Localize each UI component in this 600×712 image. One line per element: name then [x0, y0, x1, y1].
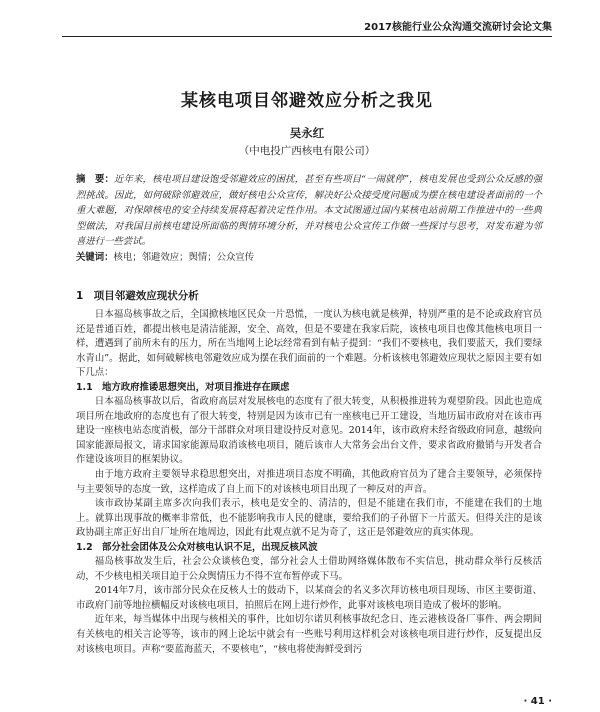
- author-affiliation: （中电投广西核电有限公司）: [238, 145, 376, 157]
- section-body: [76, 308, 542, 657]
- paragraph: 福岛核事故发生后，社会公众谈核色变，部分社会人士借助网络媒体散布不实信息，挑动群众举行反核活动，不少核电相关项目迫于公众舆情压力不得不宣布暂停或下马。: [76, 556, 542, 582]
- section-heading: 1 项目邻避效应现状分析: [76, 290, 199, 302]
- article-title: 某核电项目邻避效应分析之我见: [181, 91, 433, 111]
- page-number: · 41 ·: [523, 696, 552, 707]
- paragraph: 由于地方政府主要领导求稳思想突出，对推进项目态度不明确，其他政府官员为了建合主要领导，必须保持与主要领导的态度一致，这样造成了自上而下的对该核电项目出现了一种反对的声音。: [76, 469, 542, 495]
- paragraph: 该市政协某副主席多次向我们表示，核电是安全的、清洁的，但是不能建在我们市，不能建在我们的土地上。就算出现事故的概率非常低，也不能影响我市人民的健康，要给我们的子孙留下一片蓝天。但得关注的是该政协副主席正好出自厂址所在地周边，因此有此观点就不足为奇了，这正是邻避效应的真实体现。: [76, 498, 542, 539]
- paragraph: 2014年7月，该市部分民众在反核人士的鼓动下，以某商会的名义多次拜访核电项目现场、市区主要街道、市政府门前等地拉横幅反对该核电项目，拍照后在网上进行炒作，此事对该核电项目造成了极坏的影响。: [76, 585, 542, 611]
- keywords-label: 关键词：: [76, 252, 114, 263]
- abstract: [76, 172, 542, 250]
- keywords: [76, 251, 542, 265]
- paragraph: 日本福岛核事故以后，省政府高层对发展核电的态度有了很大转变，从积极推进转为观望阶段。因此也造成项目所在地政府的态度也有了很大转变，特别是因为该市已有一座核电已开工建设，当地历届市政府对在该市再建设一座核电站态度消极，部分干部群众对项目建设持反对意见。2014年，该市政府未经省级政府同意，越级向国家能源局报文，请求国家能源局取消该核电项目，随后该市人大常务会出台文件，要求省政府撤销与开发者合作建设该项目的框架协议。: [76, 396, 542, 466]
- running-header: 2017核能行业公众沟通交流研讨会论文集: [62, 18, 552, 37]
- author-name: 吴永红: [289, 126, 325, 140]
- abstract-text: 近年来，核电项目建设饱受邻避效应的困扰，甚至有些项目“一闹就停”，核电发展也受到公众反感的强烈挑战。因此，如何破除邻避效应，做好核电公众宣传，解决好公众接受度问题成为摆在核电建设者面前的一个重大难题，对保障核电的安全持续发展将起着决定性作用。本文试图通过国内某核电站前期工作推进中的一些典型做法，对我国目前核电建设所面临的舆情环境分析，并对核电公众宣传工作做一些探讨与思考，对发布避为邻喜进行一些尝试。: [76, 174, 542, 248]
- paragraph: 日本福岛核事故之后，全国掀核地区民众一片恐慌，一度认为核电就是核弹，特别严重的是不论或政府官员还是普通百姓，都提出核电是清洁能源，安全、高效，但是不要建在我家后院，该核电项目也像其他核电项目一样，遭遇到了前所未有的压力，所在当地网上论坛经常看到有帖子提到：“我们不要核电，我们要蓝天，我们要绿水青山”。据此，如何破解核电邻避效应成为摆在我们面前的一个难题。分析该核电邻避效应现状之原因主要有如下几点：: [76, 309, 542, 379]
- keywords-text: 核电；邻避效应；舆情；公众宣传: [113, 252, 255, 263]
- subsection-heading: 1.1 地方政府推诿思想突出，对项目推进存在顾虑: [76, 381, 290, 393]
- subsection-heading: 1.2 部分社会团体及公众对核电认识不足，出现反核风波: [76, 541, 318, 553]
- abstract-label: 摘 要：: [76, 174, 115, 185]
- paragraph: 近年来，每当媒体中出现与核相关的事件，比如切尔诺贝利核事故纪念日、连云港核设备厂事件、两会期间有关核电的相关言论等等，该市的网上论坛中就会有一些账号利用这样机会对该核电项目进行炒作，反复提出反对该核电项目。声称“要蓝海蓝天，不要核电”，“核电将使海鲜受到污: [76, 614, 542, 655]
